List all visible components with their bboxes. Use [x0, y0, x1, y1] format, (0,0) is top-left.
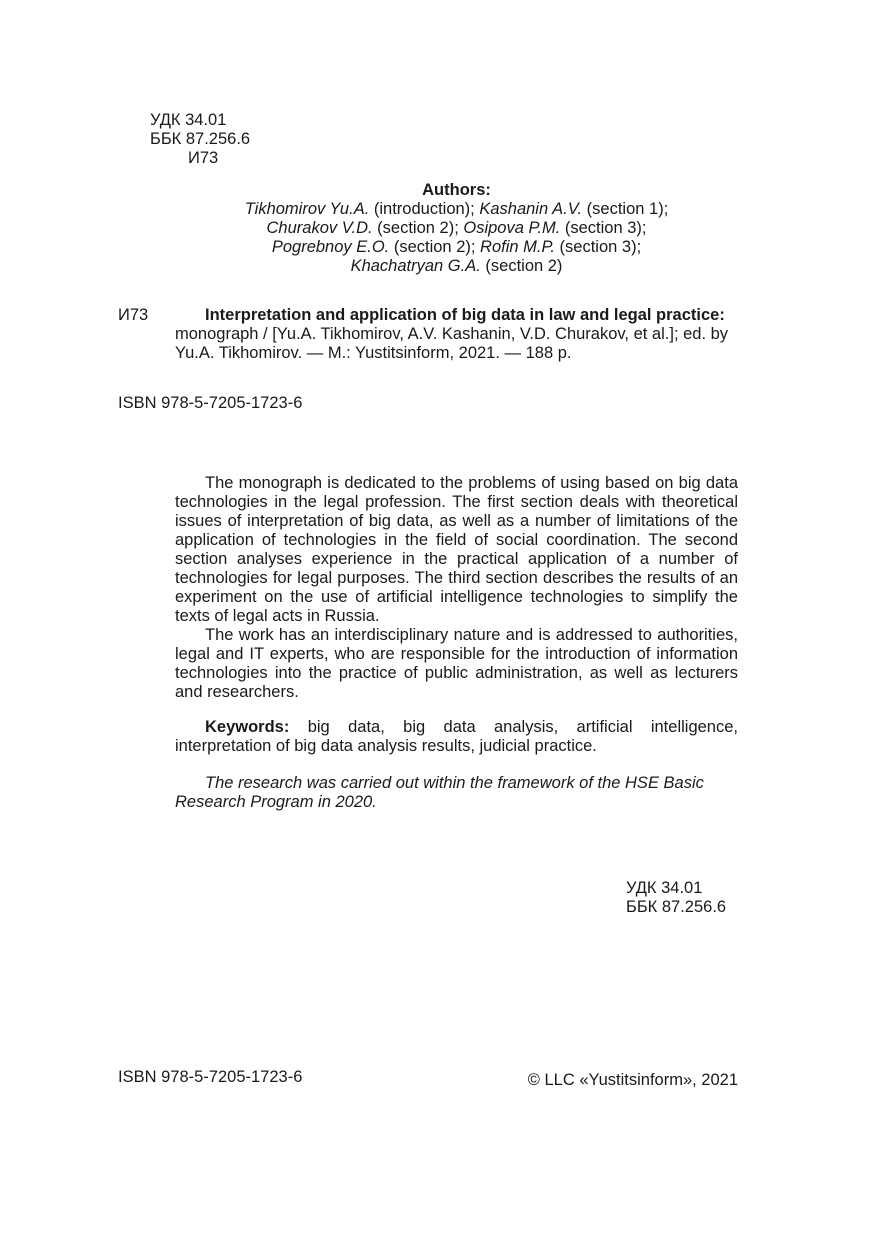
author-role: (section 1);: [582, 200, 669, 218]
keywords-text: big data, big data analysis, artificial intelligence, interpretation of big data analysis results, judicial practice.: [175, 718, 738, 755]
author-line: [175, 257, 738, 276]
udk-code: УДК 34.01: [150, 111, 227, 129]
bbk-code: ББК 87.256.6: [150, 130, 251, 148]
author-role: (section 3);: [560, 219, 647, 237]
author-name: Rofin M.P.: [480, 238, 555, 256]
author-role: (section 2);: [372, 219, 464, 237]
author-name: Kashanin A.V.: [479, 200, 583, 218]
bibliographic-record: [175, 306, 738, 363]
isbn-bottom: ISBN 978-5-7205-1723-6: [118, 1068, 303, 1086]
author-name: Tikhomirov Yu.A.: [244, 200, 370, 218]
authors-list: [175, 200, 738, 276]
abstract: [175, 474, 738, 702]
udk-code-bottom: УДК 34.01: [626, 879, 703, 897]
copyright-notice: © LLC «Yustitsinform», 2021: [527, 1071, 738, 1089]
bbk-code-bottom: ББК 87.256.6: [626, 898, 727, 916]
isbn-top: ISBN 978-5-7205-1723-6: [118, 394, 303, 412]
author-name: Khachatryan G.A.: [350, 257, 481, 275]
classification-block: [150, 111, 250, 168]
authors-heading: Authors:: [422, 181, 491, 199]
bibliographic-details: monograph / [Yu.A. Tikhomirov, A.V. Kashanin, V.D. Churakov, et al.]; ed. by Yu.A. Tikhomirov. — M.: Yustitsinform, 2021. — 188 p.: [175, 325, 729, 362]
keywords: [175, 718, 738, 756]
abstract-paragraph: The monograph is dedicated to the problems of using based on big data technologies in the legal profession. The first section deals with theoretical issues of interpretation of big data, as well as a number of limitations of the application of technologies in the field of social coordination. The second section analyses experience in the practical application of a number of technologies for legal purposes. The third section describes the results of an experiment on the use of artificial intelligence technologies to simplify the texts of legal acts in Russia.: [175, 474, 738, 625]
author-role: (introduction);: [369, 200, 480, 218]
author-role: (section 3);: [554, 238, 642, 256]
author-mark: И73: [188, 149, 219, 167]
authors-block: [175, 181, 738, 276]
author-role: (section 2);: [389, 238, 481, 256]
author-line: [175, 200, 738, 219]
author-line: [175, 219, 738, 238]
author-name: Churakov V.D.: [266, 219, 373, 237]
author-line: [175, 238, 738, 257]
author-name: Pogrebnoy E.O.: [271, 238, 390, 256]
author-role: (section 2): [480, 257, 563, 275]
abstract-paragraph: The work has an interdisciplinary nature and is addressed to authorities, legal and IT experts, who are responsible for the introduction of information technologies into the practice of public administration, as well as lecturers and researchers.: [175, 626, 738, 701]
funding-note: The research was carried out within the framework of the HSE Basic Research Program in 2020.: [175, 774, 704, 811]
author-name: Osipova P.M.: [463, 219, 561, 237]
classification-block-bottom: [626, 879, 726, 917]
keywords-label: Keywords:: [205, 718, 290, 736]
bibliographic-index-code: И73: [118, 306, 149, 324]
book-title: Interpretation and application of big data in law and legal practice:: [205, 306, 725, 324]
